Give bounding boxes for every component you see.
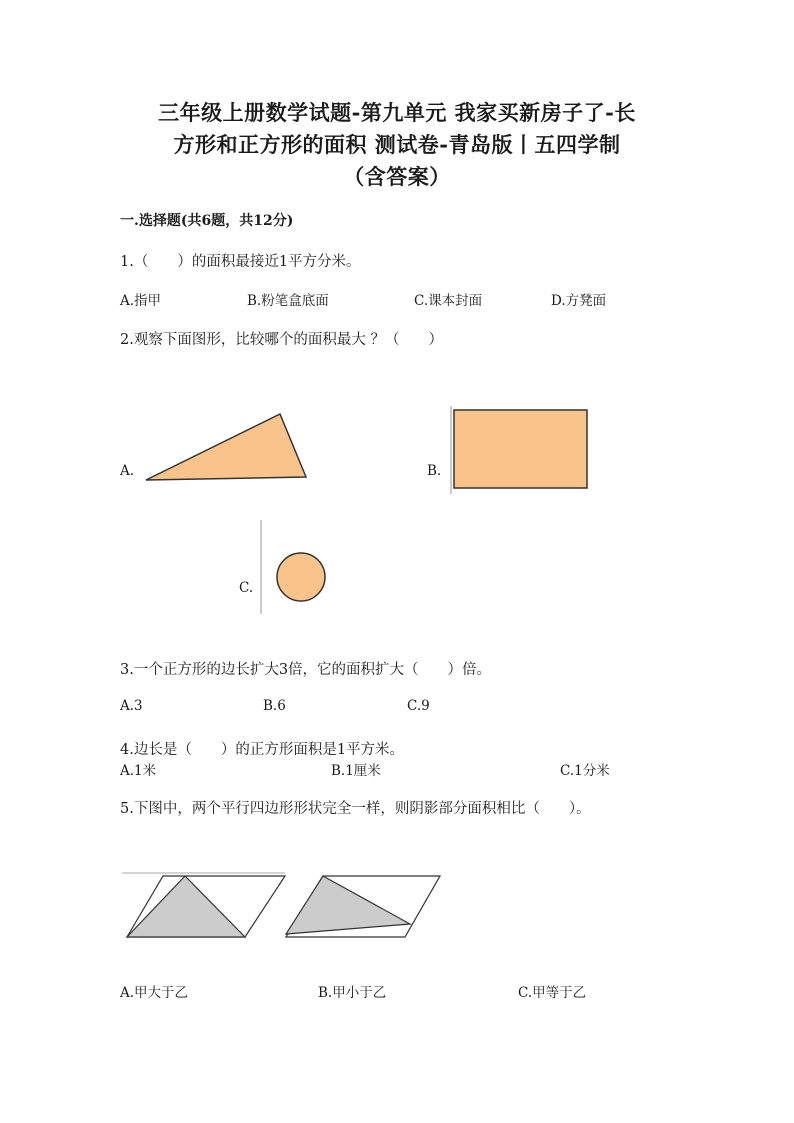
q5-option-c: C.甲等于乙	[518, 985, 587, 1001]
question-4-text: 4.边长是（ ）的正方形面积是1平方米。	[120, 742, 405, 758]
q5-option-a: A.甲大于乙	[120, 985, 189, 1001]
q2-label-b: B.	[427, 463, 442, 479]
q3-option-c: C.9	[407, 698, 430, 714]
question-2-text: 2.观察下面图形，比较哪个的面积最大 ？（ ）	[120, 332, 443, 348]
question-5-text: 5.下图中，两个平行四边形形状完全一样，则阴影部分面积相比（ ）。	[120, 801, 591, 817]
page-title-line-1: 三年级上册数学试题-第九单元 我家买新房子了-长	[158, 100, 636, 125]
q2-label-c: C.	[239, 580, 254, 596]
q3-option-a: A.3	[120, 698, 143, 714]
q1-option-c: C.课本封面	[414, 293, 483, 309]
question-1-text: 1.（ ）的面积最接近1平方分米。	[120, 254, 361, 270]
q4-option-c: C.1分米	[560, 763, 610, 779]
q5-option-b: B.甲小于乙	[318, 985, 387, 1001]
section-heading: 一.选择题(共6题，共12分)	[120, 213, 294, 229]
q1-option-a: A.指甲	[120, 293, 162, 309]
q2-label-a: A.	[120, 463, 135, 479]
q4-option-a: A.1米	[120, 763, 157, 779]
page-title-line-3: （含答案）	[343, 164, 451, 189]
q1-option-d: D.方凳面	[551, 293, 607, 309]
q3-option-b: B.6	[263, 698, 286, 714]
question-3-text: 3.一个正方形的边长扩大3倍，它的面积扩大（ ）倍。	[120, 662, 492, 678]
page-title-line-2: 方形和正方形的面积 测试卷-青岛版丨五四学制	[173, 132, 621, 157]
q1-option-b: B.粉笔盒底面	[247, 293, 329, 309]
q5-right-shaded-triangle	[286, 876, 410, 934]
q4-option-b: B.1厘米	[331, 763, 381, 779]
